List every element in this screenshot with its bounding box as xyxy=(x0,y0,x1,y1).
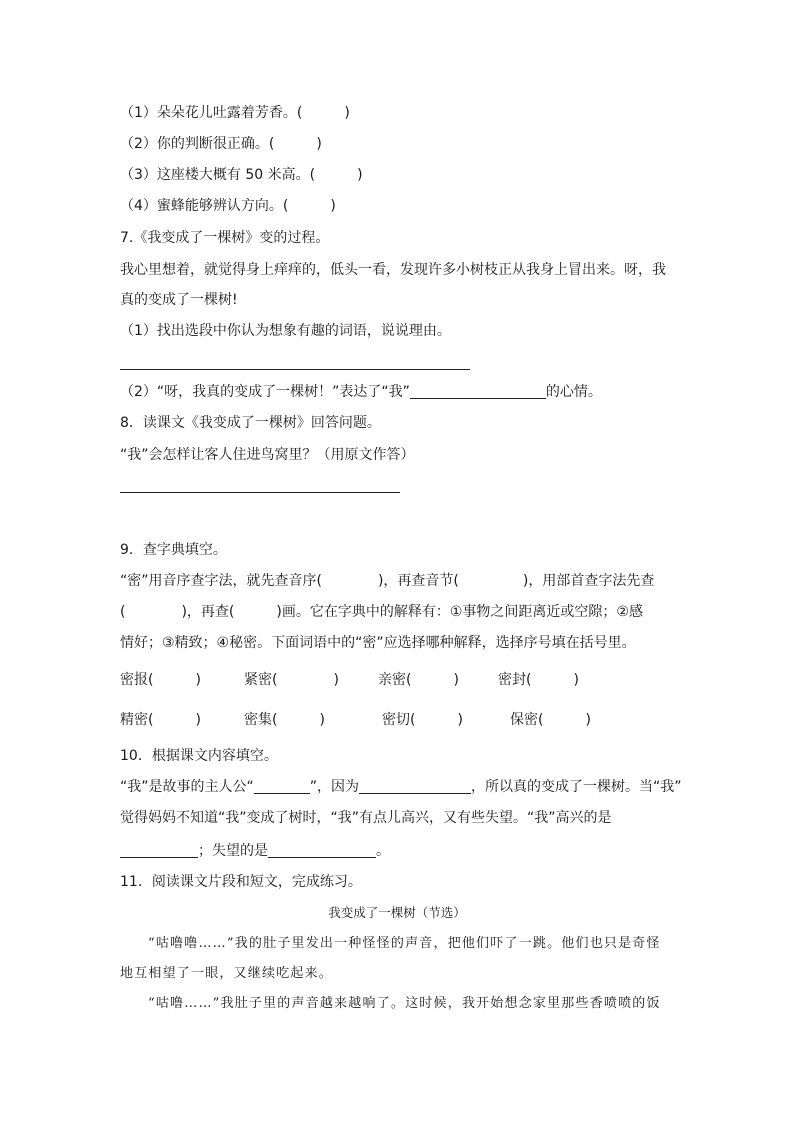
q6-item-3: （3）这座楼大概有 50 米高。( ) xyxy=(120,167,363,183)
q9-line1-part-b: )，再查音节( xyxy=(377,573,459,589)
q10-line3-part-b: 。 xyxy=(376,843,390,859)
q9-word-qinmi[interactable]: 亲密( ) xyxy=(378,672,459,688)
q9-word-mifeng[interactable]: 密封( ) xyxy=(498,672,579,688)
q10-line-3 xyxy=(120,841,390,861)
q9-word-miqie[interactable]: 密切( ) xyxy=(382,712,463,728)
q8-question: “我”会怎样让客人住进鸟窝里？（用原文作答） xyxy=(120,447,415,463)
q9-word-miji[interactable]: 密集( ) xyxy=(244,712,325,728)
q9-word-baomi[interactable]: 保密( ) xyxy=(510,712,591,728)
q9-line2-part-b: )，再查( xyxy=(181,604,235,620)
q10-line3-part-a: ；失望的是 xyxy=(198,843,268,859)
q11-para1-line2: 地互相望了一眼，又继续吃起来。 xyxy=(120,966,334,981)
q9-word-row-1 xyxy=(120,670,680,690)
q10-blank-happy[interactable] xyxy=(120,843,198,858)
q7-passage-line-2: 真的变成了一棵树! xyxy=(120,292,238,308)
q10-line1-part-a: “我”是故事的主人公“ xyxy=(120,779,254,795)
q9-line2-part-c: )画。它在字典中的解释有：①事物之间距离近或空隙；②感 xyxy=(276,604,643,620)
q9-word-mibao[interactable]: 密报( ) xyxy=(120,672,201,688)
q10-blank-protagonist[interactable] xyxy=(254,779,310,794)
q7-sub-question-2 xyxy=(120,382,602,402)
q7-sub2-blank[interactable] xyxy=(410,384,546,399)
q7-answer-line-1[interactable] xyxy=(120,369,470,370)
q9-line-3: 情好；③精致；④秘密。下面词语中的“密”应选择哪种解释，选择序号填在括号里。 xyxy=(120,635,636,651)
q9-line2-part-a: ( xyxy=(120,604,126,620)
q9-title: 9．查字典填空。 xyxy=(120,542,227,558)
q7-sub2-prefix: （2）“呀，我真的变成了一棵树！”表达了“我” xyxy=(120,384,410,400)
q9-word-jingmi[interactable]: 精密( ) xyxy=(120,712,201,728)
q9-line-1 xyxy=(120,571,654,591)
q7-sub2-suffix: 的心情。 xyxy=(545,384,602,400)
q11-title: 11．阅读课文片段和短文，完成练习。 xyxy=(120,874,362,890)
q9-word-jinmi[interactable]: 紧密( ) xyxy=(244,672,339,688)
q8-answer-line[interactable] xyxy=(120,492,400,493)
q9-line1-part-a: “密”用音序查字法，就先查音序( xyxy=(120,573,322,589)
q8-title: 8．读课文《我变成了一棵树》回答问题。 xyxy=(120,415,381,431)
q11-para1-line1: “咕噜噜……”我的肚子里发出一种怪怪的声音，把他们吓了一跳。他们也只是奇怪 xyxy=(148,936,661,951)
q6-item-2: （2）你的判断很正确。( ) xyxy=(120,136,322,152)
q6-item-1: （1）朵朵花儿吐露着芳香。( ) xyxy=(120,105,350,121)
q10-line1-part-b: ”，因为 xyxy=(309,779,360,795)
q10-title: 10．根据课文内容填空。 xyxy=(120,748,278,764)
q11-excerpt-title: 我变成了一棵树（节选） xyxy=(328,905,466,920)
q7-passage-line-1: 我心里想着，就觉得身上痒痒的，低头一看，发现许多小树枝正从我身上冒出来。呀，我 xyxy=(120,262,666,278)
q10-line-1 xyxy=(120,777,682,797)
q11-para2-line1: “咕噜……”我肚子里的声音越来越响了。这时候，我开始想念家里那些香喷喷的饭 xyxy=(148,996,661,1011)
q10-blank-disappointed[interactable] xyxy=(268,843,376,858)
q7-sub-question-1: （1）找出选段中你认为想象有趣的词语，说说理由。 xyxy=(120,323,451,339)
q9-word-row-2 xyxy=(120,710,680,730)
q9-line-2 xyxy=(120,602,643,622)
q9-line1-part-c: )，用部首查字法先查 xyxy=(522,573,655,589)
q7-title: 7.《我变成了一棵树》变的过程。 xyxy=(120,230,330,246)
q10-line-2: 觉得妈妈不知道“我”变成了树时，“我”有点儿高兴，又有些失望。“我”高兴的是 xyxy=(120,810,612,826)
q6-item-4: （4）蜜蜂能够辨认方向。( ) xyxy=(120,198,336,214)
q10-blank-reason[interactable] xyxy=(359,779,471,794)
q10-line1-part-c: ，所以真的变成了一棵树。当“我” xyxy=(471,779,682,795)
